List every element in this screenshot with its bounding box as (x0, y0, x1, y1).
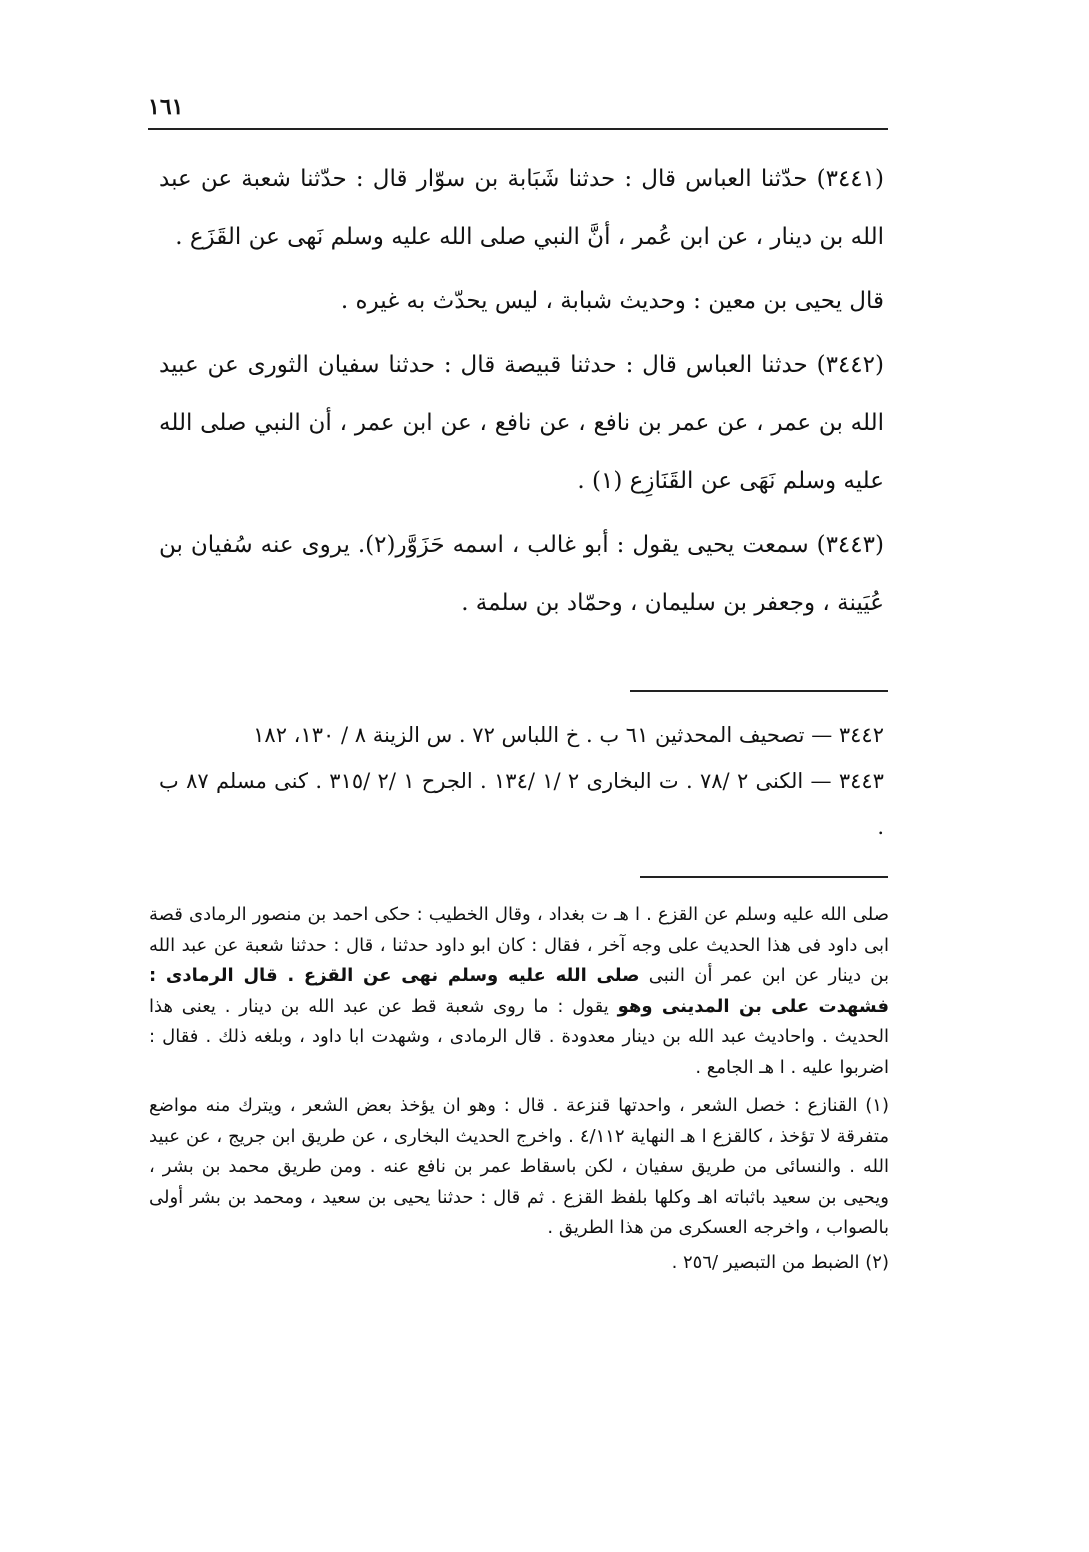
sources-block (159, 712, 884, 850)
footnotes (149, 900, 889, 1278)
main-text (159, 150, 884, 632)
comment-3441: قال يحيى بن معين : وحديث شبابة ، ليس يحدّث به غيره . (340, 288, 884, 314)
hadith-3442: (٣٤٤٢) حدثنا العباس قال : حدثنا قبيصة قال : حدثنا سفيان الثورى عن عبيد الله بن عمر ، عن عمر بن نافع ، عن نافع ، عن ابن عمر ، أن النبي صلى الله عليه وسلم نَهَى عن القَنَازِع (١) . (159, 352, 884, 494)
notes-divider (640, 876, 888, 878)
continuation-part2: يقول : ما روى شعبة قط عن عبد الله بن دينار . يعنى هذا الحديث . واحاديث عبد الله بن دينار معدودة . قال الرمادى ، وشهدت ابا داود ، وبلغه ذلك . فقال : اضربوا عليه . ا هـ الجامع . (149, 995, 889, 1078)
source-3442: ٣٤٤٢ — تصحيف المحدثين ٦١ ب . خ اللباس ٧٢ . س الزينة ٨ / ١٣٠، ١٨٢ (253, 723, 884, 747)
source-3443: ٣٤٤٣ — الكنى ٢ /٧٨ . ت البخارى ٢ /١ /١٣٤ . الجرح ١ /٢ /٣١٥ . كنى مسلم ٨٧ ب . (159, 769, 884, 839)
continuation-bold: صلى الله عليه وسلم نهى عن القزع . قال الرمادى : فشهدت على بن المدينى وهو (149, 965, 889, 1017)
hadith-3443: (٣٤٤٣) سمعت يحيى يقول : أبو غالب ، اسمه حَزَوَّر(٢). يروى عنه سُفيان بن عُيَينة ، وجعفر بن سليمان ، وحمّاد بن سلمة . (159, 532, 884, 616)
footnote-2: (٢) الضبط من التبصير /٢٥٦ . (671, 1251, 889, 1273)
continuation-part1: صلى الله عليه وسلم عن القزع . ا هـ ت بغداد ، وقال الخطيب : حكى احمد بن منصور الرمادى قصة ابى داود فى هذا الحديث على وجه آخر ، فقال : كان ابو داود حدثنا ، قال : حدثنا شعبة عن عبد الله بن دينار عن ابن عمر أن النبى (149, 904, 889, 986)
hadith-3441: (٣٤٤١) حدّثنا العباس قال : حدثنا شَبَابة بن سوّار قال : حدّثنا شعبة عن عبد الله بن دينار ، عن ابن عُمر ، أنَّ النبي صلى الله عليه وسلم نَهى عن القَزَع . (159, 166, 884, 250)
footnote-1: (١) القنازع : خصل الشعر ، واحدتها قنزعة . قال : وهو ان يؤخذ بعض الشعر ، ويترك منه مواضع متفرقة لا تؤخذ ، كالقزع ا هـ النهاية ٤/١١٢ . واخرج الحديث البخارى ، عن طريق ابن جريج ، عن عبيد الله . والنسائى من طريق سفيان ، لكن باسقاط عمر بن نافع عنه . ومن طريق محمد بن بشر ، ويحيى بن سعيد باثباته اهـ وكلها بلفظ القزع . ثم قال : حدثنا يحيى بن سعيد ، ومحمد بن بشر أولى بالصواب ، واخرجه العسكرى من هذا الطريق . (149, 1095, 890, 1238)
page-number: ١٦١ (148, 94, 184, 120)
header-rule (148, 128, 888, 130)
sources-divider (630, 690, 888, 692)
footnote-continuation (149, 900, 889, 1083)
